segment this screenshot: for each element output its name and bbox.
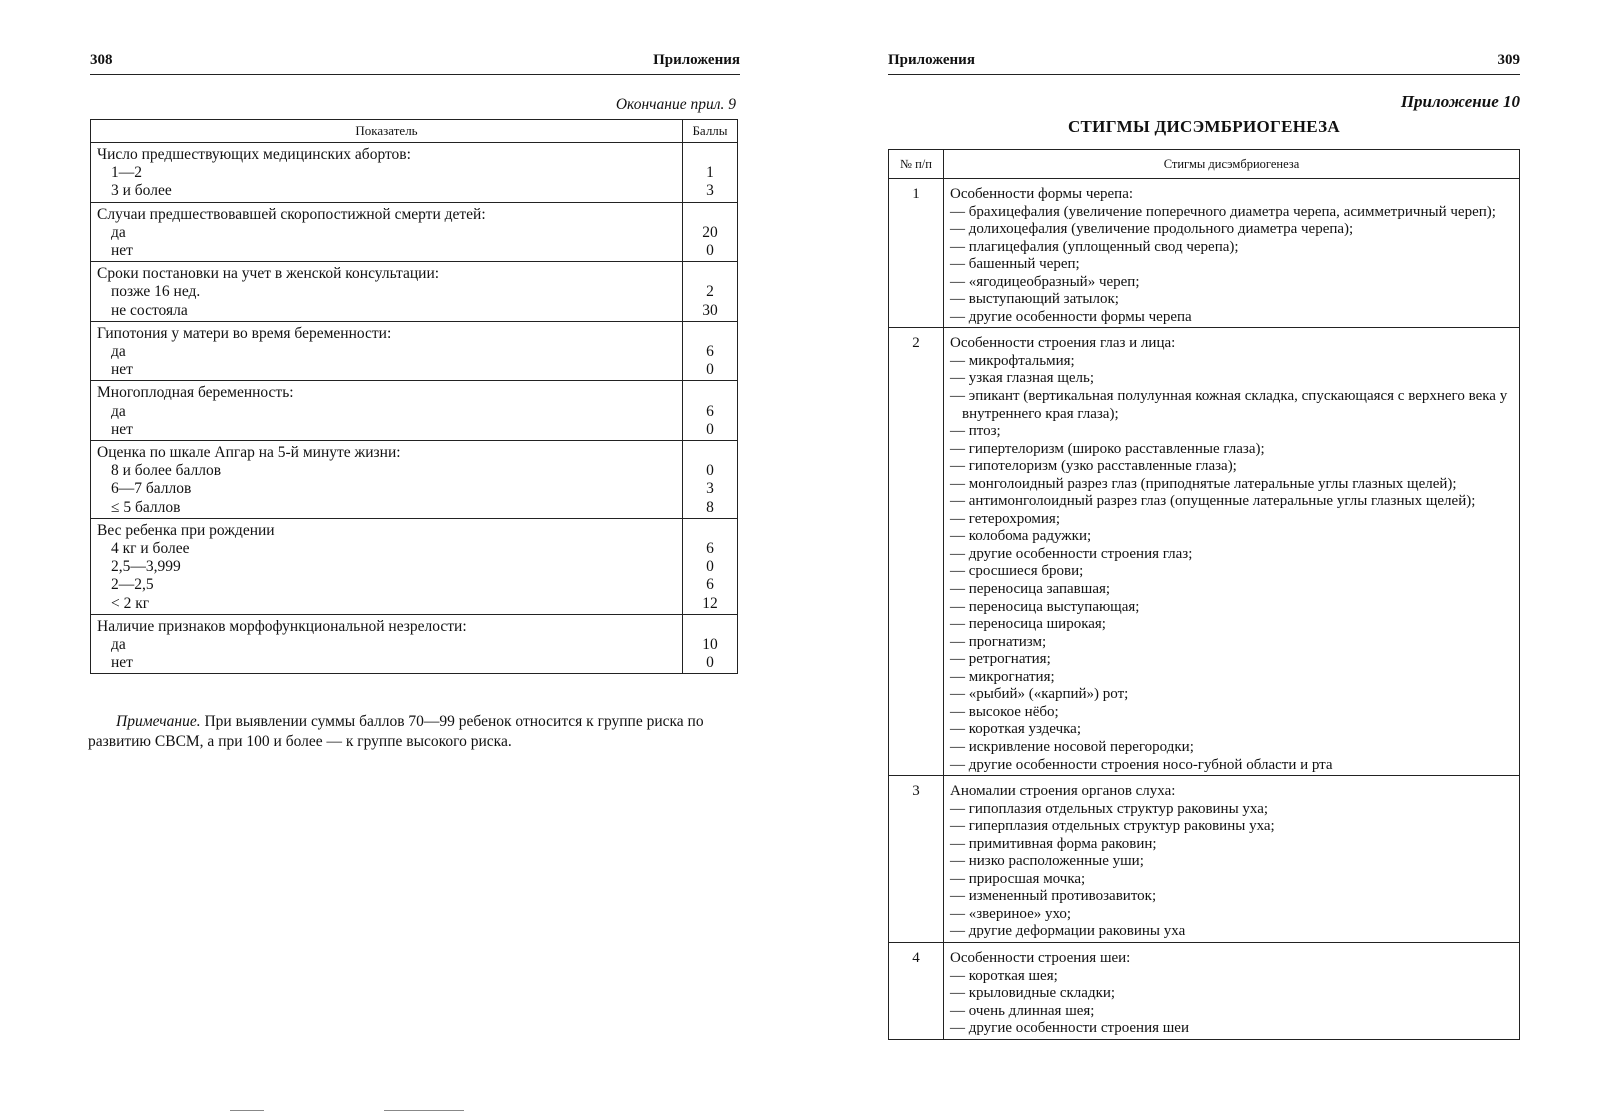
running-head: Приложения (653, 52, 740, 68)
points-cell (683, 321, 738, 381)
column-header-number: № п/п (889, 150, 944, 179)
indicator-cell (91, 381, 683, 441)
list-item: — измененный противозавиток; (950, 888, 1157, 905)
running-head: Приложения (888, 52, 975, 68)
option-points: 6 (706, 576, 714, 594)
indicator-cell (91, 441, 683, 519)
list-item: — ретрогнатия; (950, 651, 1051, 668)
table-row (889, 328, 1520, 776)
list-item: — птоз; (950, 423, 1001, 440)
indicator-label: Число предшествующих медицинских абортов: (97, 146, 411, 163)
option-points: 1 (706, 164, 714, 182)
scan-artifact (384, 1110, 464, 1111)
points-spacer (689, 206, 731, 224)
table-row (91, 614, 738, 674)
option-points: 10 (702, 636, 718, 654)
option-points: 8 (706, 498, 714, 516)
list-item: — гипоплазия отдельных структур раковины уха; (950, 800, 1269, 817)
stigmata-cell (944, 942, 1520, 1039)
option-points: 0 (706, 462, 714, 480)
table-row (91, 441, 738, 519)
note-text: При выявлении суммы баллов 70—99 ребенок относится к группе риска по развитию СВСМ, а при 100 и более — к группе высокого риска. (88, 713, 704, 750)
list-item: — микрогнатия; (950, 668, 1055, 685)
list-item: — монголоидный разрез глаз (приподнятые латеральные углы глазных щелей); (950, 475, 1457, 492)
list-item: — брахицефалия (увеличение поперечного диаметра черепа, асимметричный череп); (950, 203, 1496, 220)
list-item: — башенный череп; (950, 256, 1080, 273)
indicator-cell (91, 262, 683, 322)
option-points: 0 (706, 242, 714, 260)
points-cell (683, 614, 738, 674)
table-row (889, 179, 1520, 328)
list-item: — искривление носовой перегородки; (950, 738, 1194, 755)
indicator-label: Гипотония у матери во время беременности: (97, 324, 392, 342)
points-cell (683, 441, 738, 519)
row-number: 2 (889, 328, 944, 776)
list-item: — гипертелоризм (широко расставленные глаза); (950, 440, 1265, 457)
list-item: — переносица выступающая; (950, 598, 1140, 615)
option-points: 0 (706, 654, 714, 672)
list-item: — прогнатизм; (950, 633, 1047, 650)
option-label: 3 и более (111, 182, 172, 200)
list-item: — плагицефалия (уплощенный свод черепа); (950, 238, 1239, 255)
option-points: 6 (706, 540, 714, 558)
option-points: 30 (702, 301, 718, 319)
indicator-cell (91, 202, 683, 262)
page-number: 309 (1497, 52, 1520, 68)
table-row (889, 942, 1520, 1039)
option-label: да (111, 223, 126, 241)
points-cell (683, 262, 738, 322)
option-points: 3 (706, 182, 714, 200)
option-label: нет (111, 654, 133, 672)
option-points: 2 (706, 283, 714, 301)
list-item: — выступающий затылок; (950, 291, 1119, 308)
list-item: — другие особенности строения носо-губной области и рта (950, 756, 1333, 773)
list-item: — эпикант (вертикальная полулунная кожная складка, спускающаяся с верхнего века у внутреннего края глаза); (950, 388, 1508, 422)
indicator-cell (91, 518, 683, 614)
option-label: < 2 кг (111, 594, 150, 612)
indicator-cell (91, 321, 683, 381)
option-label: 8 и более баллов (111, 462, 222, 480)
appendix-label: Приложение 10 (1400, 92, 1520, 111)
score-table (90, 119, 738, 674)
option-points: 0 (706, 558, 714, 576)
column-header-indicator: Показатель (91, 120, 683, 143)
list-item: — гиперплазия отдельных структур раковины уха; (950, 818, 1275, 835)
list-item: — другие особенности строения глаз; (950, 545, 1193, 562)
stigmata-table (888, 149, 1520, 1040)
option-label: нет (111, 242, 133, 260)
column-header-points: Баллы (683, 120, 738, 143)
list-item: — крыловидные складки; (950, 985, 1116, 1002)
list-item: — переносица запавшая; (950, 581, 1111, 598)
column-header-stigmata: Стигмы дисэмбриогенеза (944, 150, 1520, 179)
list-item: — примитивная форма раковин; (950, 835, 1157, 852)
option-label: да (111, 402, 126, 420)
list-item: — «звериное» ухо; (950, 905, 1072, 922)
option-label: позже 16 нед. (111, 283, 201, 301)
list-item: — другие особенности формы черепа (950, 308, 1192, 325)
option-points: 0 (706, 361, 714, 379)
page-number: 308 (90, 52, 113, 68)
indicator-label: Сроки постановки на учет в женской консультации: (97, 265, 440, 283)
indicator-cell (91, 143, 683, 203)
stigmata-cell (944, 776, 1520, 943)
row-number: 4 (889, 942, 944, 1039)
list-item: — гетерохромия; (950, 510, 1061, 527)
option-label: 2—2,5 (111, 576, 154, 594)
group-heading: Особенности строения глаз и лица: (950, 335, 1176, 352)
stigmata-cell (944, 179, 1520, 328)
option-points: 12 (702, 594, 718, 612)
list-item: — переносица широкая; (950, 616, 1106, 633)
table-row (91, 321, 738, 381)
table-row (91, 262, 738, 322)
list-item: — очень длинная шея; (950, 1002, 1095, 1019)
list-item: — высокое нёбо; (950, 703, 1059, 720)
table-note (88, 712, 738, 752)
list-item: — «ягодицеобразный» череп; (950, 273, 1140, 290)
page-header (90, 52, 740, 75)
indicator-label: Многоплодная беременность: (97, 384, 294, 402)
list-item: — другие особенности строения шеи (950, 1020, 1189, 1037)
option-points: 6 (706, 402, 714, 420)
list-item: — долихоцефалия (увеличение продольного диаметра черепа); (950, 221, 1354, 238)
right-page (800, 0, 1600, 1118)
list-item: — «рыбий» («карпий») рот; (950, 686, 1129, 703)
indicator-label: Оценка по шкале Апгар на 5-й минуте жизни: (97, 444, 401, 462)
indicator-cell (91, 614, 683, 674)
continuation-label: Окончание прил. 9 (615, 96, 736, 113)
group-heading: Аномалии строения органов слуха: (950, 783, 1176, 800)
page-header (888, 52, 1520, 75)
scan-artifact (230, 1110, 264, 1111)
indicator-label: Вес ребенка при рождении (97, 521, 275, 539)
points-spacer (689, 444, 731, 462)
option-label: 2,5—3,999 (111, 558, 181, 576)
indicator-label: Наличие признаков морфофункциональной незрелости: (97, 617, 467, 635)
option-label: нет (111, 361, 133, 379)
stigmata-cell (944, 328, 1520, 776)
option-label: 6—7 баллов (111, 480, 192, 498)
list-item: — узкая глазная щель; (950, 370, 1095, 387)
points-cell (683, 381, 738, 441)
list-item: — сросшиеся брови; (950, 563, 1084, 580)
note-label: Примечание. (116, 713, 201, 730)
option-points: 3 (706, 480, 714, 498)
list-item: — приросшая мочка; (950, 870, 1086, 887)
group-heading: Особенности формы черепа: (950, 186, 1134, 202)
option-points: 6 (706, 343, 714, 361)
table-row (91, 143, 738, 203)
points-spacer (689, 265, 731, 283)
indicator-label: Случаи предшествовавшей скоропостижной смерти детей: (97, 205, 486, 223)
appendix-title: СТИГМЫ ДИСЭМБРИОГЕНЕЗА (1067, 117, 1341, 136)
points-spacer (689, 325, 731, 343)
list-item: — колобома радужки; (950, 528, 1092, 545)
table-row (91, 381, 738, 441)
list-item: — короткая уздечка; (950, 721, 1082, 738)
option-points: 20 (702, 223, 718, 241)
points-spacer (689, 146, 731, 164)
points-spacer (689, 384, 731, 402)
table-row (91, 518, 738, 614)
list-item: — другие деформации раковины уха (950, 923, 1186, 940)
option-label: да (111, 343, 126, 361)
table-row (91, 202, 738, 262)
points-cell (683, 202, 738, 262)
list-item: — гипотелоризм (узко расставленные глаза); (950, 458, 1237, 475)
points-spacer (689, 618, 731, 636)
row-number: 3 (889, 776, 944, 943)
points-cell (683, 143, 738, 203)
option-points: 0 (706, 420, 714, 438)
points-cell (683, 518, 738, 614)
option-label: 1—2 (111, 164, 142, 182)
row-number: 1 (889, 179, 944, 328)
option-label: 4 кг и более (111, 540, 190, 558)
points-spacer (689, 522, 731, 540)
group-heading: Особенности строения шеи: (950, 949, 1131, 966)
list-item: — низко расположенные уши; (950, 853, 1144, 870)
option-label: не состояла (111, 301, 188, 319)
table-row (889, 776, 1520, 943)
list-item: — короткая шея; (950, 967, 1058, 984)
list-item: — микрофтальмия; (950, 352, 1075, 369)
list-item: — антимонголоидный разрез глаз (опущенные латеральные углы глазных щелей); (950, 493, 1476, 510)
option-label: да (111, 636, 126, 654)
option-label: нет (111, 420, 133, 438)
option-label: ≤ 5 баллов (111, 498, 181, 516)
